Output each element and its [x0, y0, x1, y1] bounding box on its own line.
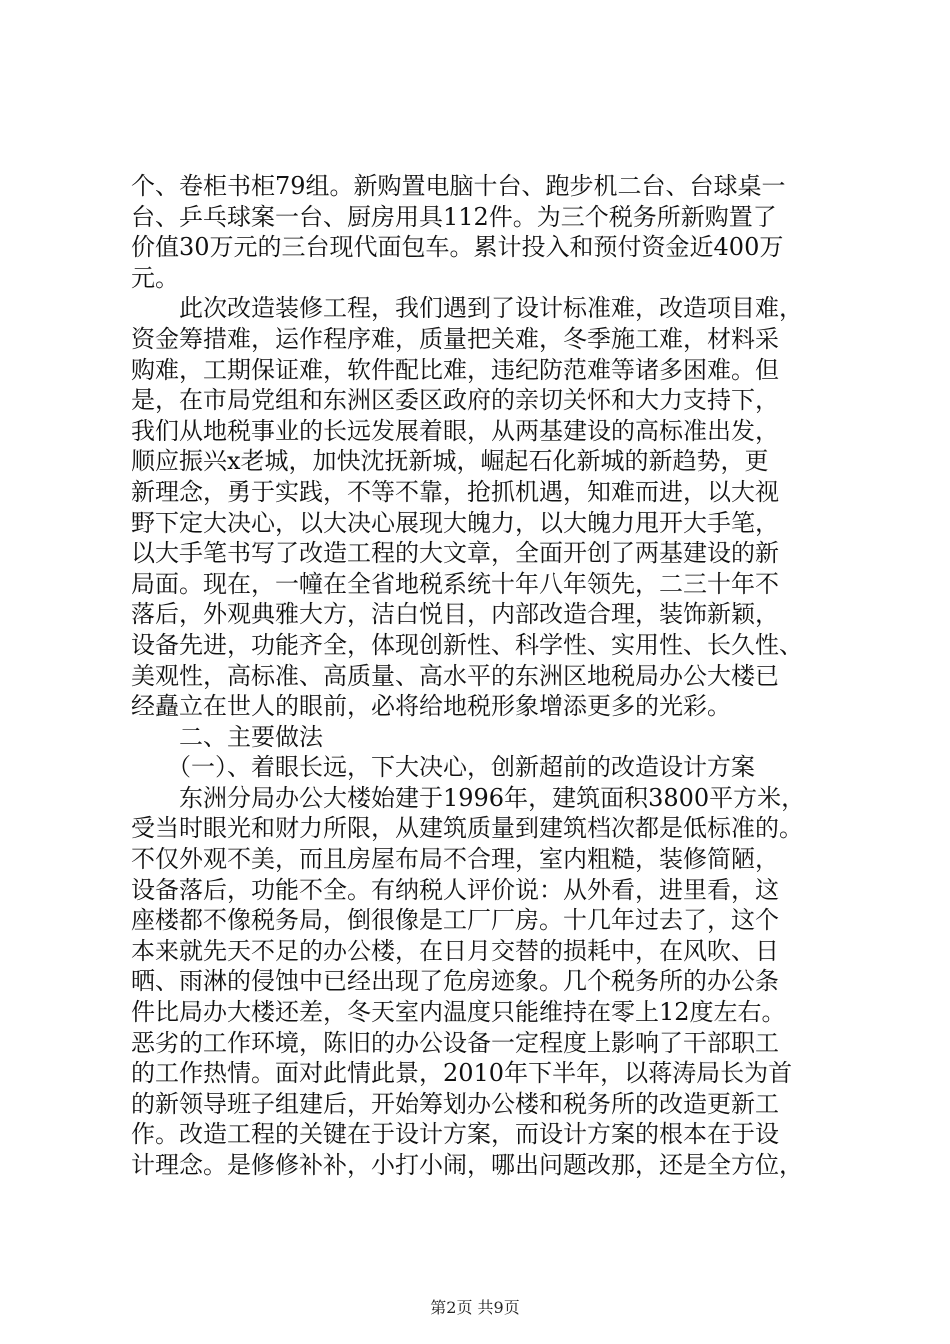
text-line: 作。改造工程的关键在于设计方案，而设计方案的根本在于设 [131, 1120, 779, 1149]
subsection-heading: （一）、着眼长远，下大决心，创新超前的改造设计方案 [131, 753, 755, 782]
text-line: 购难，工期保证难，软件配比难，违纪防范难等诸多困难。但 [131, 355, 779, 384]
text-line: 的新领导班子组建后，开始筹划办公楼和税务所的改造更新工 [131, 1089, 779, 1118]
text-line: 美观性，高标准、高质量、高水平的东洲区地税局办公大楼已 [131, 661, 779, 690]
page-footer [0, 1298, 950, 1318]
text-line: 东洲分局办公大楼始建于1996年，建筑面积3800平方米， [131, 783, 806, 812]
text-line: 是，在市局党组和东洲区委区政府的亲切关怀和大力支持下， [131, 386, 779, 415]
text-line: 台、乒乓球案一台、厨房用具112件。为三个税务所新购置了 [131, 202, 777, 231]
text-line: 资金筹措难，运作程序难，质量把关难，冬季施工难，材料采 [131, 324, 779, 353]
document-body [131, 171, 826, 1181]
text-line: 我们从地税事业的长远发展着眼，从两基建设的高标准出发， [131, 416, 779, 445]
text-line: 计理念。是修修补补，小打小闹，哪出问题改那，还是全方位， [131, 1151, 803, 1179]
text-line: 新理念，勇于实践，不等不靠，抢抓机遇，知难而进，以大视 [131, 477, 779, 506]
text-line: 野下定大决心，以大决心展现大魄力，以大魄力甩开大手笔， [131, 508, 779, 537]
text-line: 设备先进，功能齐全，体现创新性、科学性、实用性、长久性、 [131, 630, 803, 659]
text-line: 元。 [131, 263, 179, 292]
text-line: 恶劣的工作环境，陈旧的办公设备一定程度上影响了干部职工 [131, 1028, 779, 1057]
text-line: 座楼都不像税务局，倒很像是工厂厂房。十几年过去了，这个 [131, 906, 779, 935]
text-line: 晒、雨淋的侵蚀中已经出现了危房迹象。几个税务所的办公条 [131, 967, 779, 996]
text-line: 价值30万元的三台现代面包车。累计投入和预付资金近400万 [131, 233, 784, 262]
text-line: 以大手笔书写了改造工程的大文章，全面开创了两基建设的新 [131, 539, 779, 568]
text-line: 件比局办大楼还差，冬天室内温度只能维持在零上12度左右。 [131, 998, 786, 1027]
text-line: 经矗立在世人的眼前，必将给地税形象增添更多的光彩。 [131, 692, 731, 721]
text-line: 顺应振兴x老城，加快沈抚新城，崛起石化新城的新趋势，更 [131, 447, 769, 476]
text-line: 个、卷柜书柜79组。新购置电脑十台、跑步机二台、台球桌一 [131, 172, 786, 200]
text-line: 本来就先天不足的办公楼，在日月交替的损耗中，在风吹、日 [131, 936, 779, 965]
section-heading: 二、主要做法 [131, 722, 323, 751]
text-line: 不仅外观不美，而且房屋布局不合理，室内粗糙，装修简陋， [131, 845, 779, 874]
text-line: 局面。现在，一幢在全省地税系统十年八年领先，二三十年不 [131, 569, 779, 598]
text-line: 此次改造装修工程，我们遇到了设计标准难，改造项目难， [131, 294, 803, 323]
page-number: 第2页 共9页 [430, 1298, 520, 1317]
text-line: 的工作热情。面对此情此景，2010年下半年，以蒋涛局长为首 [131, 1059, 793, 1088]
text-line: 设备落后，功能不全。有纳税人评价说：从外看，进里看，这 [131, 875, 779, 904]
text-line: 落后，外观典雅大方，洁白悦目，内部改造合理，装饰新颖， [131, 600, 779, 629]
text-line: 受当时眼光和财力所限，从建筑质量到建筑档次都是低标准的。 [131, 814, 803, 843]
